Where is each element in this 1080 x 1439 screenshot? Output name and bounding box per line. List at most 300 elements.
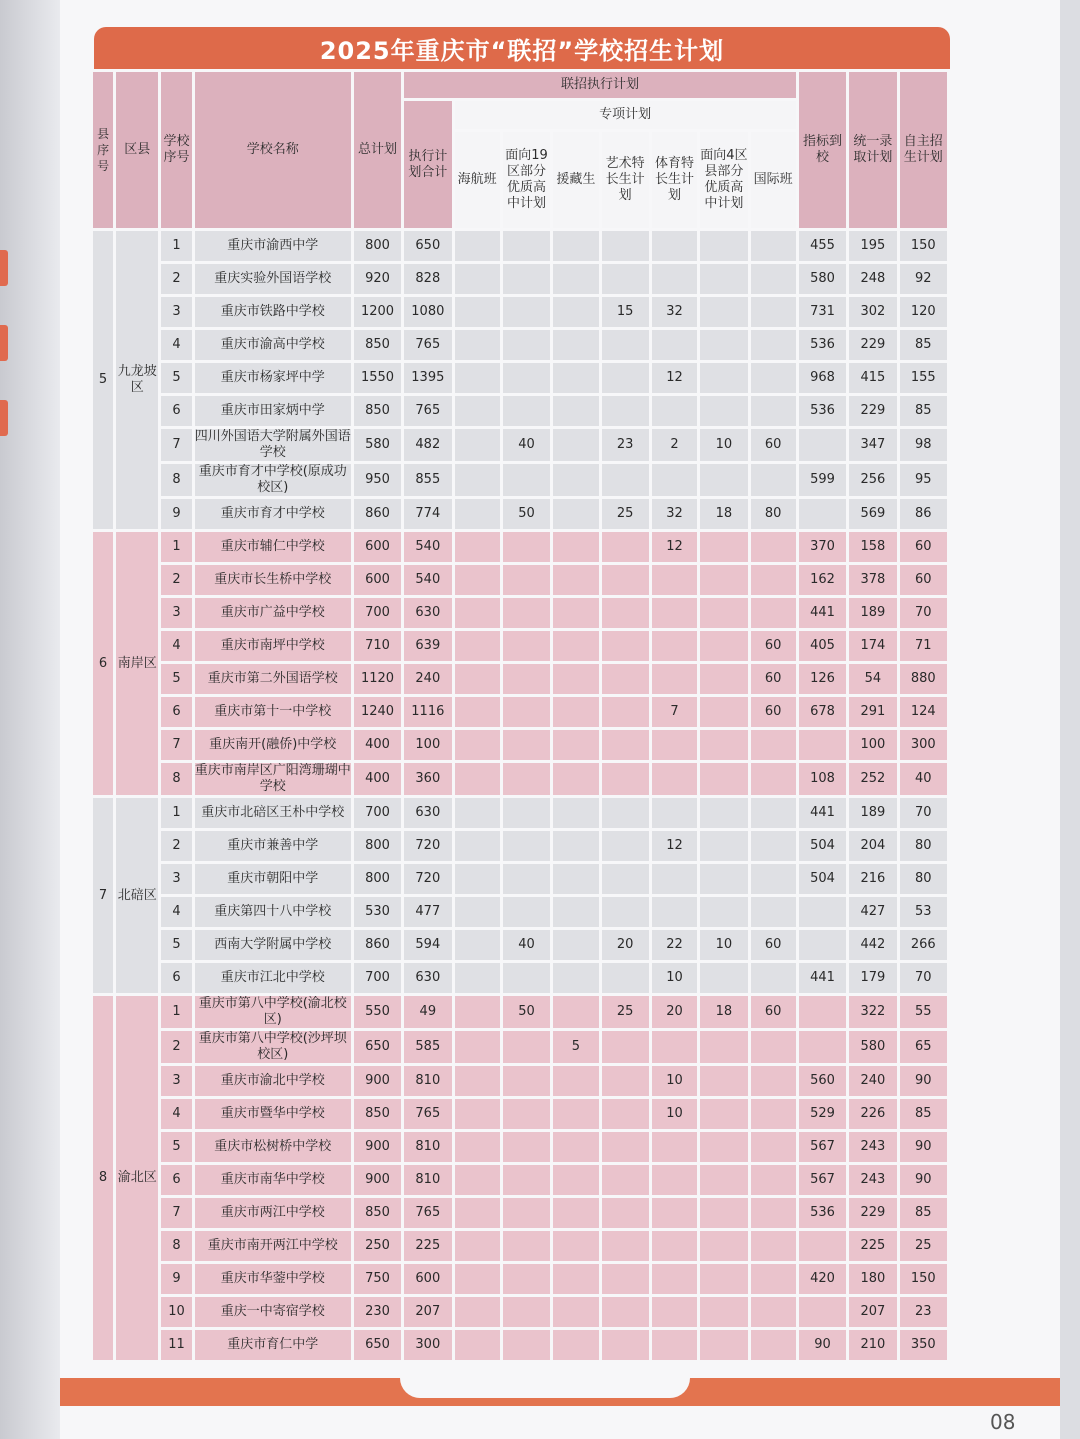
- mianxiang19-cell: [503, 1297, 550, 1327]
- zizhu-cell: 85: [900, 1198, 947, 1228]
- yuanzang-cell: [553, 330, 598, 360]
- zhibiao-cell: 90: [799, 1330, 846, 1360]
- hanghai-cell: [455, 396, 500, 426]
- exec-total-cell: 585: [404, 1031, 451, 1063]
- school-name-cell: 四川外国语大学附属外国语学校: [194, 429, 351, 460]
- school-no-cell: 1: [161, 996, 191, 1028]
- table-body: [93, 231, 947, 1360]
- zizhu-cell: 85: [900, 396, 947, 426]
- guoji-cell: 60: [751, 631, 796, 661]
- table-row: [93, 763, 947, 795]
- total-cell: 900: [354, 1132, 401, 1162]
- zizhu-cell: 71: [900, 631, 947, 661]
- header-zhibiao: 指标到校: [799, 72, 846, 228]
- exec-total-cell: 639: [404, 631, 451, 661]
- zizhu-cell: 85: [900, 1099, 947, 1129]
- school-no-cell: 5: [161, 1132, 191, 1162]
- school-no-cell: 5: [161, 930, 191, 960]
- mianxiang4-cell: [700, 798, 747, 828]
- guoji-cell: [751, 1132, 796, 1162]
- yuanzang-cell: [553, 565, 598, 595]
- zhibiao-cell: 441: [799, 963, 846, 993]
- tongyi-cell: 54: [849, 664, 896, 694]
- yuanzang-cell: [553, 631, 598, 661]
- zhibiao-cell: 441: [799, 598, 846, 628]
- tongyi-cell: 158: [849, 532, 896, 562]
- tongyi-cell: 243: [849, 1132, 896, 1162]
- school-no-cell: 1: [161, 231, 191, 261]
- tongyi-cell: 207: [849, 1297, 896, 1327]
- zizhu-cell: 350: [900, 1330, 947, 1360]
- yishu-cell: 23: [602, 429, 649, 461]
- exec-total-cell: 100: [404, 730, 451, 760]
- hanghai-cell: [455, 297, 500, 327]
- tongyi-cell: 189: [849, 598, 896, 628]
- tiyu-cell: 22: [652, 930, 697, 960]
- mianxiang4-cell: [700, 763, 747, 795]
- mianxiang4-cell: 18: [700, 996, 747, 1028]
- mianxiang19-cell: [503, 631, 550, 661]
- school-no-cell: 5: [161, 664, 191, 694]
- yishu-cell: [602, 631, 649, 661]
- total-cell: 650: [354, 1031, 401, 1063]
- total-cell: 400: [354, 730, 401, 760]
- mianxiang4-cell: [700, 363, 747, 393]
- header-zizhu: 自主招生计划: [900, 72, 947, 228]
- school-no-cell: 10: [161, 1297, 191, 1327]
- yuanzang-cell: [553, 1198, 598, 1228]
- mianxiang19-cell: [503, 798, 550, 828]
- guoji-cell: [751, 864, 796, 894]
- guoji-cell: 60: [751, 697, 796, 727]
- school-name-cell: 重庆市渝高中学校: [195, 330, 351, 360]
- hanghai-cell: [455, 1031, 500, 1063]
- yuanzang-cell: [553, 864, 598, 894]
- table-row: [93, 330, 947, 360]
- mianxiang19-cell: [503, 1330, 550, 1360]
- table-row: [93, 1165, 947, 1195]
- school-no-cell: 2: [161, 1031, 191, 1063]
- zhibiao-cell: 504: [799, 864, 846, 894]
- table-row: [93, 565, 947, 595]
- yuanzang-cell: [553, 664, 598, 694]
- total-cell: 700: [354, 963, 401, 993]
- exec-total-cell: 650: [404, 231, 451, 261]
- yishu-cell: [602, 565, 649, 595]
- zhibiao-cell: 162: [799, 565, 846, 595]
- header-exec-total: 执行计划合计: [404, 101, 451, 228]
- school-name-cell: 重庆市江北中学校: [195, 963, 351, 993]
- tiyu-cell: 32: [652, 297, 697, 327]
- guoji-cell: [751, 363, 796, 393]
- tiyu-cell: [652, 1231, 697, 1261]
- hanghai-cell: [455, 363, 500, 393]
- table-row: [93, 363, 947, 393]
- school-no-cell: 1: [161, 798, 191, 828]
- yishu-cell: 20: [602, 930, 649, 960]
- mianxiang4-cell: [700, 1231, 747, 1261]
- mianxiang19-cell: [503, 831, 550, 861]
- mianxiang4-cell: [700, 1330, 747, 1360]
- school-no-cell: 3: [161, 598, 191, 628]
- zhibiao-cell: [799, 1231, 846, 1261]
- school-name-cell: 重庆市暨华中学校: [195, 1099, 351, 1129]
- tongyi-cell: 569: [849, 499, 896, 529]
- mianxiang19-cell: 50: [503, 499, 550, 529]
- zhibiao-cell: 580: [799, 264, 846, 294]
- school-no-cell: 9: [161, 499, 191, 529]
- yuanzang-cell: [553, 396, 598, 426]
- exec-total-cell: 765: [404, 330, 451, 360]
- total-cell: 900: [354, 1165, 401, 1195]
- total-cell: 700: [354, 598, 401, 628]
- exec-total-cell: 49: [404, 996, 451, 1028]
- guoji-cell: [751, 1231, 796, 1261]
- tiyu-cell: 10: [652, 1066, 697, 1096]
- hanghai-cell: [455, 1066, 500, 1096]
- table-row: [93, 1099, 947, 1129]
- header-total: 总计划: [354, 72, 401, 228]
- tongyi-cell: 415: [849, 363, 896, 393]
- hanghai-cell: [455, 996, 500, 1028]
- zizhu-cell: 90: [900, 1132, 947, 1162]
- guoji-cell: [751, 831, 796, 861]
- table-row: [93, 996, 947, 1028]
- guoji-cell: 60: [751, 996, 796, 1028]
- zizhu-cell: 40: [900, 763, 947, 795]
- zhibiao-cell: [799, 930, 846, 960]
- tongyi-cell: 189: [849, 798, 896, 828]
- guoji-cell: [751, 963, 796, 993]
- tongyi-cell: 256: [849, 464, 896, 496]
- mianxiang19-cell: [503, 264, 550, 294]
- tongyi-cell: 322: [849, 996, 896, 1028]
- school-no-cell: 7: [161, 429, 191, 461]
- exec-total-cell: 855: [404, 464, 451, 496]
- school-name-cell: 重庆市长生桥中学校: [195, 565, 351, 595]
- tongyi-cell: 229: [849, 396, 896, 426]
- yishu-cell: [602, 730, 649, 760]
- hanghai-cell: [455, 1297, 500, 1327]
- guoji-cell: 60: [751, 429, 796, 461]
- table-row: [93, 631, 947, 661]
- guoji-cell: 60: [751, 930, 796, 960]
- table-row: [93, 1031, 947, 1063]
- school-name-cell: 重庆市松树桥中学校: [195, 1132, 351, 1162]
- zizhu-cell: 95: [900, 464, 947, 496]
- page-tab-marker: [0, 250, 8, 286]
- yuanzang-cell: [553, 297, 598, 327]
- zhibiao-cell: [799, 1297, 846, 1327]
- total-cell: 850: [354, 1099, 401, 1129]
- exec-total-cell: 600: [404, 1264, 451, 1294]
- yuanzang-cell: [553, 963, 598, 993]
- zhibiao-cell: 126: [799, 664, 846, 694]
- yuanzang-cell: [553, 231, 598, 261]
- zhibiao-cell: 731: [799, 297, 846, 327]
- total-cell: 600: [354, 532, 401, 562]
- tongyi-cell: 347: [849, 429, 896, 461]
- table-row: [93, 231, 947, 261]
- hanghai-cell: [455, 664, 500, 694]
- yishu-cell: [602, 1165, 649, 1195]
- county-no-cell: 6: [93, 532, 113, 795]
- header-district: 区县: [116, 72, 158, 228]
- exec-total-cell: 765: [404, 1198, 451, 1228]
- tiyu-cell: [652, 1330, 697, 1360]
- zizhu-cell: 124: [900, 697, 947, 727]
- guoji-cell: [751, 1198, 796, 1228]
- mianxiang19-cell: [503, 897, 550, 927]
- mianxiang19-cell: [503, 231, 550, 261]
- guoji-cell: [751, 1297, 796, 1327]
- yishu-cell: [602, 1297, 649, 1327]
- mianxiang19-cell: [503, 363, 550, 393]
- exec-total-cell: 720: [404, 864, 451, 894]
- yuanzang-cell: [553, 499, 598, 529]
- mianxiang19-cell: [503, 1264, 550, 1294]
- mianxiang4-cell: 10: [700, 429, 747, 461]
- header-guoji: 国际班: [751, 132, 796, 228]
- tiyu-cell: [652, 231, 697, 261]
- guoji-cell: [751, 897, 796, 927]
- yishu-cell: [602, 264, 649, 294]
- exec-total-cell: 360: [404, 763, 451, 795]
- exec-total-cell: 540: [404, 532, 451, 562]
- table-row: [93, 429, 947, 461]
- mianxiang19-cell: [503, 763, 550, 795]
- exec-total-cell: 828: [404, 264, 451, 294]
- mianxiang4-cell: [700, 264, 747, 294]
- mianxiang4-cell: [700, 1099, 747, 1129]
- school-name-cell: 重庆市南华中学校: [195, 1165, 351, 1195]
- total-cell: 1240: [354, 697, 401, 727]
- zizhu-cell: 70: [900, 598, 947, 628]
- mianxiang4-cell: [700, 532, 747, 562]
- total-cell: 600: [354, 565, 401, 595]
- yishu-cell: [602, 864, 649, 894]
- yishu-cell: [602, 1031, 649, 1063]
- zhibiao-cell: [799, 897, 846, 927]
- hanghai-cell: [455, 1099, 500, 1129]
- zhibiao-cell: [799, 996, 846, 1028]
- header-tongyi: 统一录取计划: [849, 72, 896, 228]
- table-row: [93, 1330, 947, 1360]
- school-no-cell: 6: [161, 396, 191, 426]
- zizhu-cell: 70: [900, 963, 947, 993]
- guoji-cell: [751, 763, 796, 795]
- yuanzang-cell: [553, 363, 598, 393]
- school-name-cell: 重庆市华蓥中学校: [195, 1264, 351, 1294]
- tongyi-cell: 174: [849, 631, 896, 661]
- table-row: [93, 1297, 947, 1327]
- guoji-cell: [751, 330, 796, 360]
- guoji-cell: [751, 1099, 796, 1129]
- yishu-cell: 25: [602, 996, 649, 1028]
- school-name-cell: 重庆市南坪中学校: [195, 631, 351, 661]
- hanghai-cell: [455, 631, 500, 661]
- school-name-cell: 重庆市辅仁中学校: [195, 532, 351, 562]
- mianxiang19-cell: [503, 464, 550, 496]
- yishu-cell: [602, 532, 649, 562]
- tongyi-cell: 225: [849, 1231, 896, 1261]
- yishu-cell: 25: [602, 499, 649, 529]
- header-yishu: 艺术特长生计划: [602, 132, 649, 228]
- school-no-cell: 4: [161, 1099, 191, 1129]
- yuanzang-cell: [553, 1066, 598, 1096]
- tongyi-cell: 210: [849, 1330, 896, 1360]
- hanghai-cell: [455, 831, 500, 861]
- header-mianxiang19: 面向19区部分优质高中计划: [503, 132, 550, 228]
- zhibiao-cell: 560: [799, 1066, 846, 1096]
- tiyu-cell: [652, 396, 697, 426]
- zhibiao-cell: 536: [799, 396, 846, 426]
- table-row: [93, 1132, 947, 1162]
- guoji-cell: [751, 396, 796, 426]
- county-no-cell: 7: [93, 798, 113, 993]
- tiyu-cell: [652, 897, 697, 927]
- school-name-cell: 重庆市第十一中学校: [195, 697, 351, 727]
- yuanzang-cell: [553, 429, 598, 461]
- tiyu-cell: [652, 330, 697, 360]
- county-no-cell: 8: [93, 996, 113, 1360]
- hanghai-cell: [455, 532, 500, 562]
- school-name-cell: 重庆市铁路中学校: [195, 297, 351, 327]
- mianxiang4-cell: [700, 396, 747, 426]
- total-cell: 230: [354, 1297, 401, 1327]
- tongyi-cell: 243: [849, 1165, 896, 1195]
- school-no-cell: 6: [161, 963, 191, 993]
- school-name-cell: 重庆市育仁中学: [195, 1330, 351, 1360]
- table-row: [93, 396, 947, 426]
- total-cell: 800: [354, 864, 401, 894]
- mianxiang19-cell: [503, 1165, 550, 1195]
- guoji-cell: [751, 1264, 796, 1294]
- school-name-cell: 重庆市朝阳中学: [195, 864, 351, 894]
- tiyu-cell: [652, 631, 697, 661]
- school-no-cell: 2: [161, 565, 191, 595]
- tongyi-cell: 204: [849, 831, 896, 861]
- page-tab-marker: [0, 400, 8, 436]
- hanghai-cell: [455, 730, 500, 760]
- guoji-cell: [751, 1066, 796, 1096]
- hanghai-cell: [455, 963, 500, 993]
- zhibiao-cell: 678: [799, 697, 846, 727]
- tongyi-cell: 226: [849, 1099, 896, 1129]
- yuanzang-cell: [553, 1330, 598, 1360]
- header-mianxiang4: 面向4区县部分优质高中计划: [700, 132, 747, 228]
- table-row: [93, 664, 947, 694]
- table-row: [93, 1231, 947, 1261]
- zhibiao-cell: 405: [799, 631, 846, 661]
- zizhu-cell: 86: [900, 499, 947, 529]
- mianxiang4-cell: [700, 1165, 747, 1195]
- header-exec-group: 联招执行计划: [404, 72, 796, 98]
- table-row: [93, 464, 947, 496]
- mianxiang19-cell: 50: [503, 996, 550, 1028]
- zizhu-cell: 70: [900, 798, 947, 828]
- hanghai-cell: [455, 1264, 500, 1294]
- hanghai-cell: [455, 330, 500, 360]
- zizhu-cell: 55: [900, 996, 947, 1028]
- mianxiang4-cell: [700, 631, 747, 661]
- mianxiang19-cell: [503, 1031, 550, 1063]
- district-cell: 南岸区: [116, 532, 158, 795]
- total-cell: 750: [354, 1264, 401, 1294]
- guoji-cell: [751, 464, 796, 496]
- hanghai-cell: [455, 864, 500, 894]
- school-name-cell: 重庆市广益中学校: [195, 598, 351, 628]
- school-name-cell: 西南大学附属中学校: [195, 930, 351, 960]
- table-row: [93, 963, 947, 993]
- mianxiang19-cell: [503, 396, 550, 426]
- yuanzang-cell: [553, 996, 598, 1028]
- total-cell: 250: [354, 1231, 401, 1261]
- hanghai-cell: [455, 697, 500, 727]
- mianxiang4-cell: [700, 831, 747, 861]
- footer-notch: [400, 1378, 690, 1398]
- mianxiang19-cell: [503, 1099, 550, 1129]
- zizhu-cell: 880: [900, 664, 947, 694]
- mianxiang4-cell: [700, 297, 747, 327]
- table-row: [93, 297, 947, 327]
- school-no-cell: 3: [161, 1066, 191, 1096]
- header-special-group: 专项计划: [455, 101, 796, 129]
- yishu-cell: [602, 1099, 649, 1129]
- yishu-cell: [602, 1231, 649, 1261]
- mianxiang4-cell: [700, 1198, 747, 1228]
- mianxiang4-cell: [700, 1031, 747, 1063]
- yuanzang-cell: [553, 798, 598, 828]
- tongyi-cell: 195: [849, 231, 896, 261]
- zhibiao-cell: 536: [799, 1198, 846, 1228]
- table-row: [93, 532, 947, 562]
- guoji-cell: 80: [751, 499, 796, 529]
- guoji-cell: [751, 231, 796, 261]
- school-no-cell: 8: [161, 763, 191, 795]
- zhibiao-cell: 420: [799, 1264, 846, 1294]
- tongyi-cell: 302: [849, 297, 896, 327]
- zhibiao-cell: 370: [799, 532, 846, 562]
- yuanzang-cell: [553, 897, 598, 927]
- school-no-cell: 9: [161, 1264, 191, 1294]
- tiyu-cell: [652, 664, 697, 694]
- zhibiao-cell: 536: [799, 330, 846, 360]
- mianxiang4-cell: [700, 1264, 747, 1294]
- guoji-cell: [751, 297, 796, 327]
- hanghai-cell: [455, 429, 500, 461]
- exec-total-cell: 720: [404, 831, 451, 861]
- school-name-cell: 重庆一中寄宿学校: [195, 1297, 351, 1327]
- school-no-cell: 4: [161, 897, 191, 927]
- tiyu-cell: [652, 1264, 697, 1294]
- tongyi-cell: 179: [849, 963, 896, 993]
- zhibiao-cell: [799, 1031, 846, 1063]
- mianxiang19-cell: 40: [503, 930, 550, 960]
- school-name-cell: 重庆市南岸区广阳湾珊瑚中学校: [194, 763, 351, 794]
- hanghai-cell: [455, 1198, 500, 1228]
- total-cell: 800: [354, 831, 401, 861]
- page-number: 08: [990, 1410, 1016, 1434]
- exec-total-cell: 630: [404, 798, 451, 828]
- table-row: [93, 1198, 947, 1228]
- school-name-cell: 重庆市南开两江中学校: [195, 1231, 351, 1261]
- total-cell: 920: [354, 264, 401, 294]
- school-name-cell: 重庆市渝西中学: [195, 231, 351, 261]
- hanghai-cell: [455, 798, 500, 828]
- mianxiang19-cell: [503, 330, 550, 360]
- zizhu-cell: 53: [900, 897, 947, 927]
